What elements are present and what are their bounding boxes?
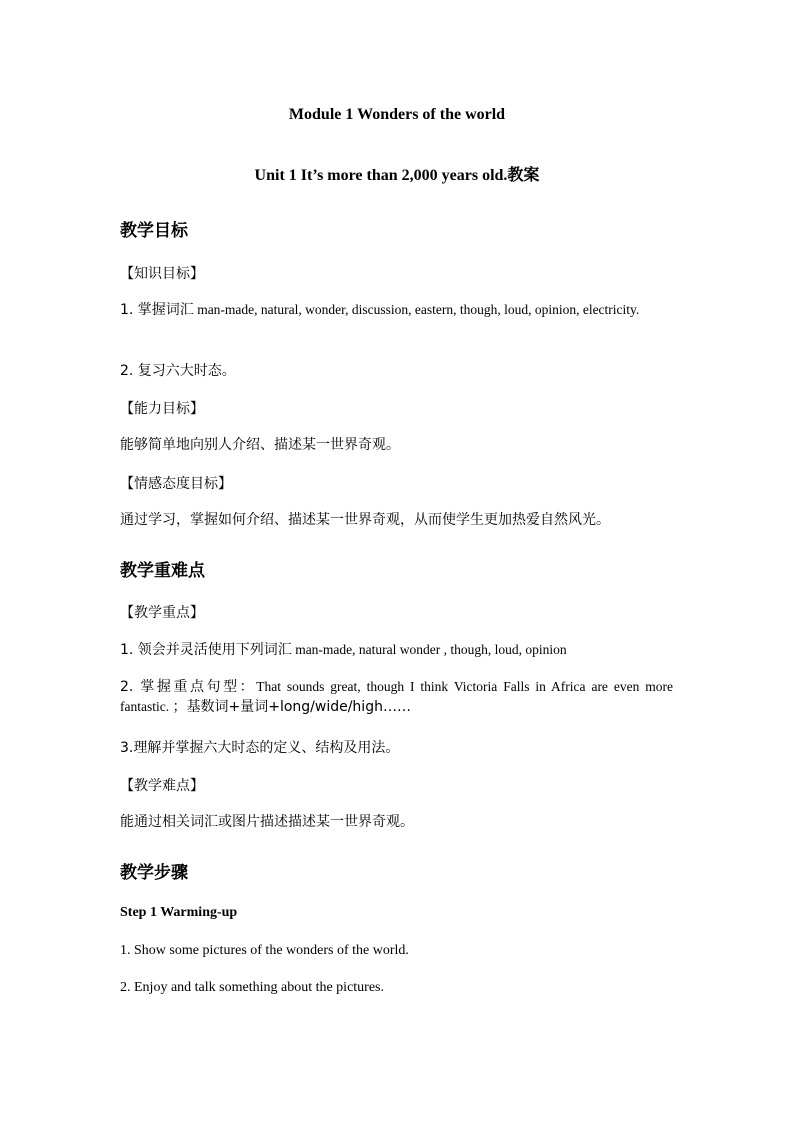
knowledge-label: 【知识目标】 [120,266,204,282]
step-1-item-1: 1. Show some pictures of the wonders of the world. [120,943,409,958]
knowledge-item-1 [120,300,673,320]
emotion-label: 【情感态度目标】 [120,476,232,492]
difficulty-label: 【教学难点】 [120,778,204,794]
knowledge-item-2: 2. 复习六大时态。 [120,363,236,379]
ability-label: 【能力目标】 [120,401,204,417]
step-1-title: Step 1 Warming-up [120,905,238,920]
focus-item-3: 3.理解并掌握六大时态的定义、结构及用法。 [120,740,400,756]
module-title: Module 1 Wonders of the world [288,106,506,123]
focus-item-2-prefix: 2. 掌握重点句型： [120,679,257,695]
ability-text: 能够简单地向别人介绍、描述某一世界奇观。 [120,437,400,453]
unit-title: Unit 1 It’s more than 2,000 years old.教案 [254,167,540,184]
focus-item-1 [120,640,673,660]
focus-label: 【教学重点】 [120,605,204,621]
steps-heading: 教学步骤 [120,863,188,883]
step-1-item-2: 2. Enjoy and talk something about the pictures. [120,980,385,995]
focus-item-2-sentence: That sounds great, though I think Victoria Falls in Africa are even more fantastic. [120,679,673,714]
focus-item-1-prefix: 1. 领会并灵活使用下列词汇 [120,642,292,658]
focus-item-2 [120,677,673,717]
knowledge-item-1-words: man-made, natural, wonder, discussion, eastern, though, loud, opinion, electricity. [193,302,640,317]
key-points-heading: 教学重难点 [120,561,205,581]
focus-item-2-pattern: ；基数词+量词+long/wide/high…… [172,699,411,715]
difficulty-text: 能通过相关词汇或图片描述描述某一世界奇观。 [120,814,414,830]
focus-item-1-words: man-made, natural wonder , though, loud, opinion [291,642,567,657]
knowledge-item-1-prefix: 1. 掌握词汇 [120,302,194,318]
emotion-text: 通过学习，掌握如何介绍、描述某一世界奇观，从而使学生更加热爱自然风光。 [120,512,610,528]
objectives-heading: 教学目标 [120,221,188,241]
